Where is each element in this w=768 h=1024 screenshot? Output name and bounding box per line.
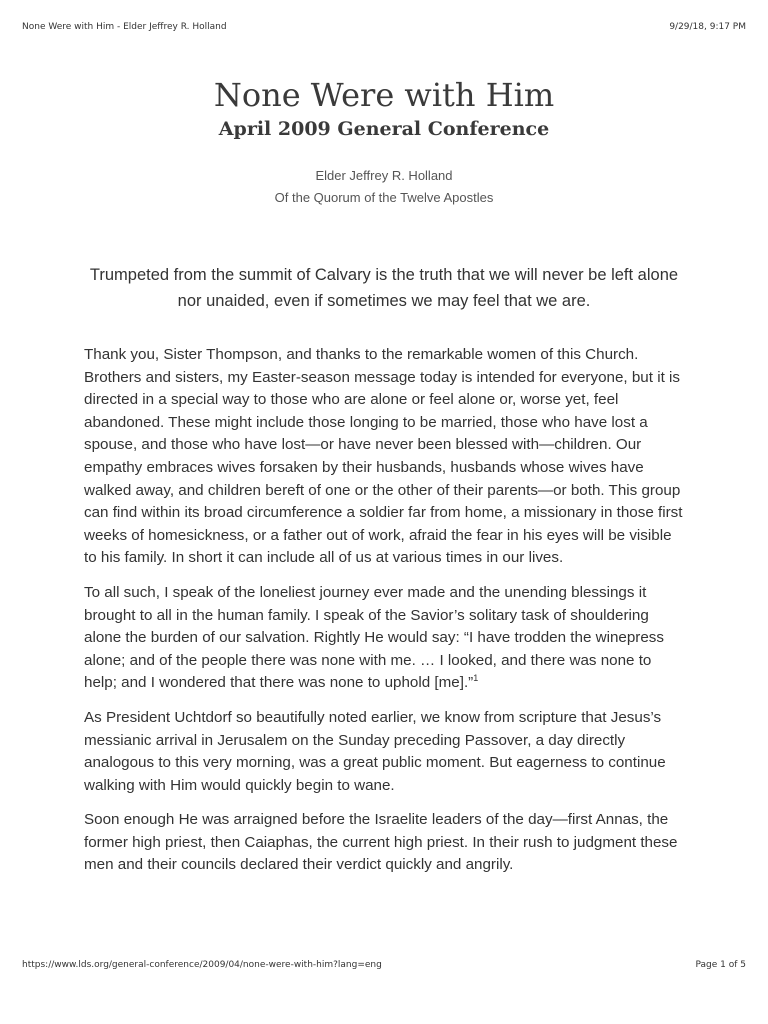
page-number: Page 1 of 5: [695, 960, 746, 970]
body-paragraph: Thank you, Sister Thompson, and thanks to the remarkable women of this Church. Brothers and sisters, my Easter-season message today is intended for everyone, but it is directed in a special way to those who are alone or feel alone or, worse yet, feel abandoned. These might include those longing to be married, those who have lost a spouse, and those who have lost—or have never been blessed with—children. Our empathy embraces wives forsaken by their husbands, husbands whose wives have walked away, and children bereft of one or the other of their parents—or both. This group can find within its broad circumference a soldier far from home, a missionary in those first weeks of homesickness, or a father out of work, afraid the fear in his eyes will be visible to his family. In short it can include all of us at various times in our lives.: [84, 346, 683, 567]
article-subtitle: April 2009 General Conference: [218, 118, 550, 140]
article-kicker: Trumpeted from the summit of Calvary is the truth that we will never be left alone nor unaided, even if sometimes we may feel that we are.: [89, 266, 679, 310]
article-title: None Were with Him: [213, 76, 555, 114]
print-header-datetime: 9/29/18, 9:17 PM: [669, 22, 746, 32]
author-role: Of the Quorum of the Twelve Apostles: [274, 190, 494, 205]
page-url[interactable]: https://www.lds.org/general-conference/2009/04/none-were-with-him?lang=eng: [22, 960, 382, 970]
footnote-marker[interactable]: 1: [473, 673, 479, 684]
body-paragraph: As President Uchtdorf so beautifully noted earlier, we know from scripture that Jesus’s messianic arrival in Jerusalem on the Sunday preceding Passover, a day directly analogous to this very morning, was a great public moment. But eagerness to continue walking with Him would quickly begin to wane.: [84, 708, 666, 794]
article-body: [84, 344, 684, 889]
print-header-title: None Were with Him - Elder Jeffrey R. Holland: [22, 22, 227, 32]
author-block: [0, 165, 768, 209]
body-paragraph: [84, 582, 684, 695]
body-paragraph: Soon enough He was arraigned before the Israelite leaders of the day—first Annas, the former high priest, then Caiaphas, the current high priest. In their rush to judgment these men and their councils declared their verdict quickly and angrily.: [84, 811, 678, 874]
author-name: Elder Jeffrey R. Holland: [315, 168, 453, 183]
body-paragraph-text: To all such, I speak of the loneliest journey ever made and the unending blessings it brought to all in the human family. I speak of the Savior’s solitary task of shouldering alone the burden of our salvation. Rightly He would say: “I have trodden the winepress alone; and of the people there was none with me. … I looked, and there was none to help; and I wondered that there was none to uphold [me].”: [84, 583, 664, 692]
